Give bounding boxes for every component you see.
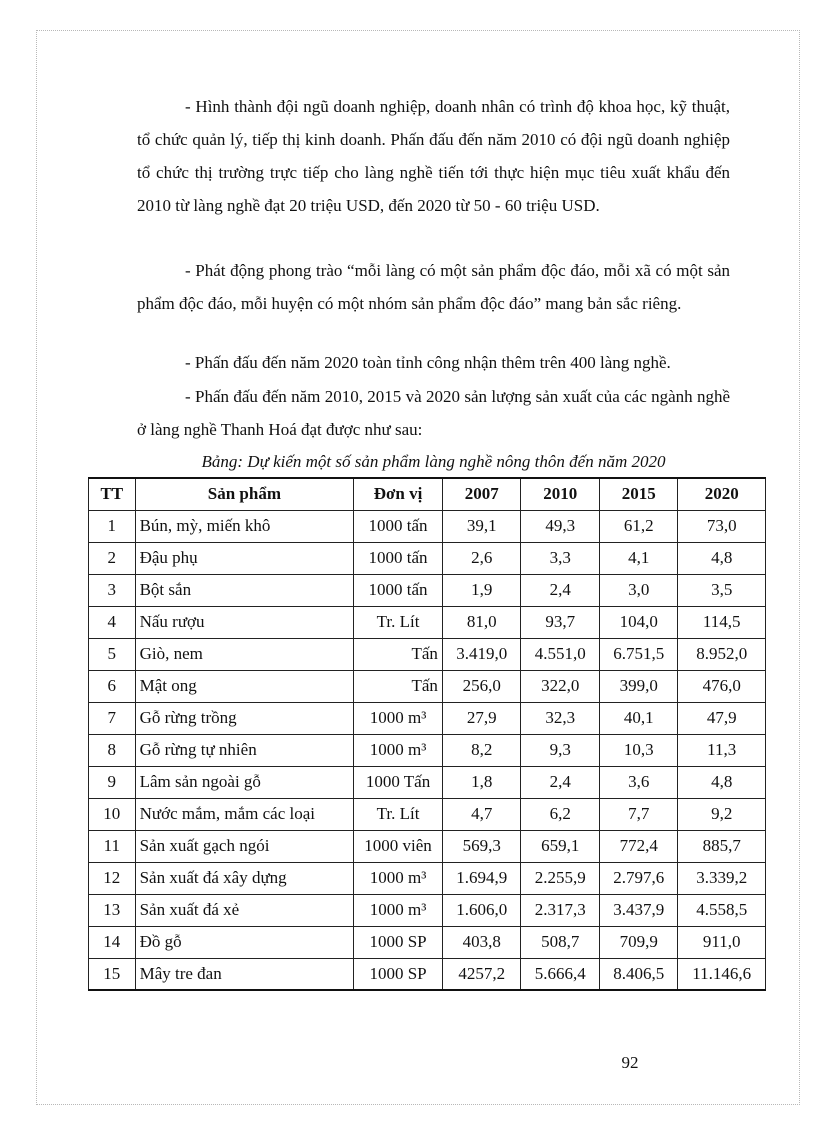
table-row [89, 830, 766, 862]
row-2015: 2.797,6 [599, 862, 678, 894]
header-2010: 2010 [521, 478, 600, 510]
row-unit: 1000 tấn [354, 542, 443, 574]
row-2015: 772,4 [599, 830, 678, 862]
row-2020: 11.146,6 [678, 958, 766, 990]
row-index: 15 [89, 958, 136, 990]
table-header-row [89, 478, 766, 510]
row-2010: 659,1 [521, 830, 600, 862]
row-product: Lâm sản ngoài gỗ [135, 766, 354, 798]
row-2007: 3.419,0 [442, 638, 521, 670]
row-2007: 81,0 [442, 606, 521, 638]
row-2015: 709,9 [599, 926, 678, 958]
row-index: 9 [89, 766, 136, 798]
header-product: Sản phẩm [135, 478, 354, 510]
row-2015: 3.437,9 [599, 894, 678, 926]
row-2015: 61,2 [599, 510, 678, 542]
table-row [89, 798, 766, 830]
row-product: Nước mắm, mắm các loại [135, 798, 354, 830]
row-unit: Tr. Lít [354, 798, 443, 830]
row-product: Sản xuất đá xây dựng [135, 862, 354, 894]
row-index: 4 [89, 606, 136, 638]
row-2010: 93,7 [521, 606, 600, 638]
table-row [89, 542, 766, 574]
row-2020: 3.339,2 [678, 862, 766, 894]
row-2010: 3,3 [521, 542, 600, 574]
table-row [89, 894, 766, 926]
row-2007: 4257,2 [442, 958, 521, 990]
row-unit: 1000 m³ [354, 894, 443, 926]
row-unit: Tr. Lít [354, 606, 443, 638]
row-2020: 114,5 [678, 606, 766, 638]
row-2007: 1,8 [442, 766, 521, 798]
row-2015: 6.751,5 [599, 638, 678, 670]
row-2020: 476,0 [678, 670, 766, 702]
row-index: 13 [89, 894, 136, 926]
row-2015: 4,1 [599, 542, 678, 574]
row-2007: 2,6 [442, 542, 521, 574]
row-product: Sản xuất đá xẻ [135, 894, 354, 926]
row-index: 2 [89, 542, 136, 574]
table-row [89, 670, 766, 702]
row-unit: 1000 viên [354, 830, 443, 862]
row-2015: 10,3 [599, 734, 678, 766]
row-index: 11 [89, 830, 136, 862]
row-2020: 47,9 [678, 702, 766, 734]
table-row [89, 734, 766, 766]
row-2020: 4,8 [678, 542, 766, 574]
row-product: Nấu rượu [135, 606, 354, 638]
table-row [89, 958, 766, 990]
row-2015: 40,1 [599, 702, 678, 734]
row-product: Gỗ rừng tự nhiên [135, 734, 354, 766]
header-tt: TT [89, 478, 136, 510]
row-unit: 1000 tấn [354, 574, 443, 606]
row-2010: 2.255,9 [521, 862, 600, 894]
row-product: Sản xuất gạch ngói [135, 830, 354, 862]
row-unit: 1000 SP [354, 958, 443, 990]
row-2015: 7,7 [599, 798, 678, 830]
row-2015: 399,0 [599, 670, 678, 702]
row-2020: 4,8 [678, 766, 766, 798]
table-row [89, 926, 766, 958]
paragraph-craft-villages-target: - Phấn đấu đến năm 2020 toàn tỉnh công nhận thêm trên 400 làng nghề. [185, 353, 671, 372]
row-2020: 73,0 [678, 510, 766, 542]
row-index: 12 [89, 862, 136, 894]
row-2007: 39,1 [442, 510, 521, 542]
table-row [89, 574, 766, 606]
row-2007: 403,8 [442, 926, 521, 958]
row-unit: Tấn [354, 670, 443, 702]
table-caption: Bảng: Dự kiến một số sản phẩm làng nghề nông thôn đến năm 2020 [201, 452, 666, 471]
row-2015: 104,0 [599, 606, 678, 638]
row-2010: 4.551,0 [521, 638, 600, 670]
row-product: Đồ gỗ [135, 926, 354, 958]
row-2010: 32,3 [521, 702, 600, 734]
row-2007: 27,9 [442, 702, 521, 734]
row-2010: 6,2 [521, 798, 600, 830]
row-2007: 1.694,9 [442, 862, 521, 894]
page-number: 92 [621, 1053, 639, 1072]
row-2020: 885,7 [678, 830, 766, 862]
paragraph-one-village-one-product: - Phát động phong trào “mỗi làng có một sản phẩm độc đáo, mỗi xã có một sản phẩm độc đáo, mỗi huyện có một nhóm sản phẩm độc đáo” mang bản sắc riêng. [137, 261, 730, 313]
row-2020: 3,5 [678, 574, 766, 606]
row-index: 10 [89, 798, 136, 830]
row-2010: 508,7 [521, 926, 600, 958]
paragraph-production-target: - Phấn đấu đến năm 2010, 2015 và 2020 sản lượng sản xuất của các ngành nghề ở làng nghề Thanh Hoá đạt được như sau: [137, 387, 730, 439]
row-product: Mật ong [135, 670, 354, 702]
row-unit: 1000 Tấn [354, 766, 443, 798]
row-2020: 8.952,0 [678, 638, 766, 670]
products-table [88, 477, 766, 991]
row-2015: 8.406,5 [599, 958, 678, 990]
paragraph-business-team: - Hình thành đội ngũ doanh nghiệp, doanh nhân có trình độ khoa học, kỹ thuật, tổ chức quản lý, tiếp thị kinh doanh. Phấn đấu đến năm 2010 có đội ngũ doanh nghiệp tổ chức thị trường trực tiếp cho làng nghề tiến tới thực hiện mục tiêu xuất khẩu đến 2010 từ làng nghề đạt 20 triệu USD, đến 2020 từ 50 - 60 triệu USD. [137, 97, 730, 215]
table-row [89, 862, 766, 894]
row-2007: 569,3 [442, 830, 521, 862]
row-product: Gỗ rừng trồng [135, 702, 354, 734]
row-index: 14 [89, 926, 136, 958]
row-2010: 322,0 [521, 670, 600, 702]
row-product: Mây tre đan [135, 958, 354, 990]
row-index: 8 [89, 734, 136, 766]
header-2007: 2007 [442, 478, 521, 510]
row-2010: 2,4 [521, 574, 600, 606]
row-unit: 1000 m³ [354, 862, 443, 894]
row-2007: 8,2 [442, 734, 521, 766]
row-product: Đậu phụ [135, 542, 354, 574]
row-2010: 2.317,3 [521, 894, 600, 926]
row-unit: 1000 SP [354, 926, 443, 958]
row-index: 5 [89, 638, 136, 670]
table-row [89, 766, 766, 798]
row-index: 1 [89, 510, 136, 542]
row-2020: 911,0 [678, 926, 766, 958]
row-2007: 1.606,0 [442, 894, 521, 926]
table-row [89, 510, 766, 542]
row-product: Bột sắn [135, 574, 354, 606]
row-2007: 256,0 [442, 670, 521, 702]
row-2020: 11,3 [678, 734, 766, 766]
row-unit: Tấn [354, 638, 443, 670]
row-index: 7 [89, 702, 136, 734]
header-2020: 2020 [678, 478, 766, 510]
row-2007: 1,9 [442, 574, 521, 606]
row-2007: 4,7 [442, 798, 521, 830]
row-2015: 3,6 [599, 766, 678, 798]
row-2020: 4.558,5 [678, 894, 766, 926]
header-2015: 2015 [599, 478, 678, 510]
row-index: 3 [89, 574, 136, 606]
row-2020: 9,2 [678, 798, 766, 830]
row-2010: 49,3 [521, 510, 600, 542]
header-unit: Đơn vị [354, 478, 443, 510]
table-row [89, 638, 766, 670]
row-2010: 5.666,4 [521, 958, 600, 990]
row-unit: 1000 m³ [354, 702, 443, 734]
row-2010: 2,4 [521, 766, 600, 798]
row-product: Giò, nem [135, 638, 354, 670]
table-row [89, 606, 766, 638]
row-unit: 1000 tấn [354, 510, 443, 542]
row-product: Bún, mỳ, miến khô [135, 510, 354, 542]
row-2010: 9,3 [521, 734, 600, 766]
table-row [89, 702, 766, 734]
row-2015: 3,0 [599, 574, 678, 606]
row-index: 6 [89, 670, 136, 702]
row-unit: 1000 m³ [354, 734, 443, 766]
